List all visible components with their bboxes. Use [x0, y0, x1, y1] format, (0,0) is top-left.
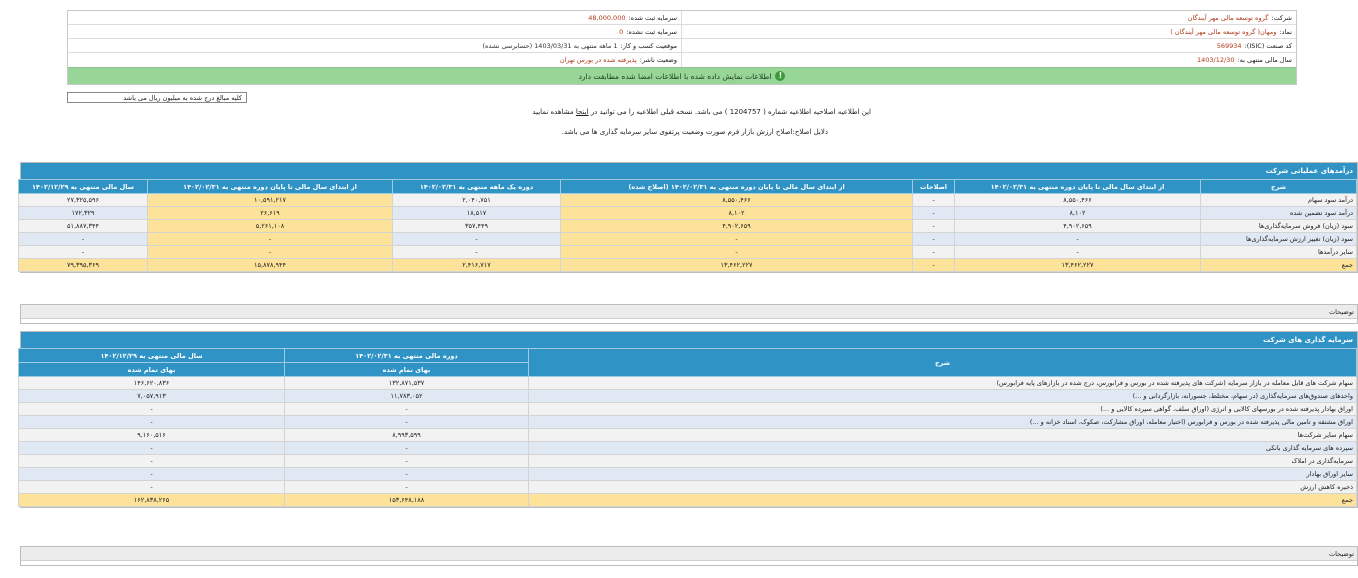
table-cell: سایر درآمدها [1201, 246, 1357, 259]
capital-reg-value: 48,000,000 [588, 13, 626, 22]
info-icon: ! [775, 71, 785, 81]
isic-value: 569934 [1216, 41, 1242, 50]
investments-title: سرمایه گذاری های شرکت [21, 332, 1357, 348]
table-row [19, 416, 1357, 429]
table-cell: ۵۱,۸۸۷,۳۴۴ [19, 220, 148, 233]
table-cell: ۱۷۲,۳۲۹ [19, 207, 148, 220]
table-cell: ذخیره کاهش ارزش [529, 481, 1357, 494]
company-info-box [67, 10, 1297, 85]
publisher-label: وضعیت ناشر: [639, 56, 677, 64]
table-cell: سهام شرکت های قابل معامله در بازار سرمایه (شرکت های پذیرفته شده در بورس و فرابورس، درج شده در بازارهای پایه فرابورس) [529, 377, 1357, 390]
operating-revenues-title: درآمدهای عملیاتی شرکت [21, 163, 1357, 179]
table-cell: - [19, 416, 285, 429]
previous-version-link[interactable]: اینجا [575, 108, 589, 116]
table-row [19, 442, 1357, 455]
table-cell: - [285, 468, 529, 481]
table-cell: - [913, 207, 955, 220]
table-cell: سود (زیان) تغییر ارزش سرمایه‌گذاری‌ها [1201, 233, 1357, 246]
inv-sub-cost-period: بهای تمام شده [285, 363, 529, 377]
table-row [19, 390, 1357, 403]
table-cell: سود (زیان) فروش سرمایه‌گذاری‌ها [1201, 220, 1357, 233]
table-cell: - [19, 246, 148, 259]
table-cell: ۸,۱۰۲ [561, 207, 913, 220]
table-cell: - [393, 233, 561, 246]
table-cell: سایر اوراق بهادار [529, 468, 1357, 481]
table-cell: - [285, 455, 529, 468]
table-row [19, 455, 1357, 468]
table-cell: ۱۶۲,۸۳۸,۲۶۵ [19, 494, 285, 507]
isic-label: کد صنعت (ISIC): [1244, 41, 1292, 50]
ops-col-header: از ابتدای سال مالی تا پایان دوره منتهی به ۱۴۰۲/۰۲/۳۱ [148, 180, 393, 194]
table-cell: - [148, 233, 393, 246]
table-cell: ۹,۱۶۰,۵۱۶ [19, 429, 285, 442]
table-cell: ۷,۰۵۷,۹۱۳ [19, 390, 285, 403]
table-cell: ۱۳,۴۶۲,۲۲۷ [561, 259, 913, 272]
table-cell: ۱۵۳,۶۴۸,۱۸۸ [285, 494, 529, 507]
ops-col-header: دوره یک ماهه منتهی به ۱۴۰۲/۰۲/۳۱ [393, 180, 561, 194]
table-cell: ۲,۰۴۰,۷۵۱ [393, 194, 561, 207]
investments-panel [20, 331, 1358, 508]
table-row [19, 246, 1357, 259]
table-cell: درآمد سود تضمین شده [1201, 207, 1357, 220]
company-value: گروه توسعه مالی مهر آیندگان [1187, 13, 1269, 22]
table-cell: سرمایه‌گذاری در املاک [529, 455, 1357, 468]
table-cell: ۲,۴۱۶,۷۱۷ [393, 259, 561, 272]
ops-col-header: از ابتدای سال مالی تا پایان دوره منتهی به ۱۴۰۲/۰۲/۳۱ [955, 180, 1201, 194]
table-cell: سپرده های سرمایه گذاری بانکی [529, 442, 1357, 455]
table-cell: - [19, 442, 285, 455]
table-row [19, 233, 1357, 246]
table-cell: ۸,۵۵۰,۴۶۶ [561, 194, 913, 207]
table-cell: - [955, 233, 1201, 246]
table-cell: ۳۵۷,۴۴۹ [393, 220, 561, 233]
company-label: شرکت: [1271, 13, 1292, 22]
table-cell: - [19, 455, 285, 468]
table-cell: - [913, 220, 955, 233]
table-cell: - [19, 481, 285, 494]
table-cell: - [913, 194, 955, 207]
ops-col-header: سال مالی منتهی به ۱۴۰۲/۱۲/۲۹ [19, 180, 148, 194]
operating-revenues-table [18, 179, 1357, 272]
capital-unreg-label: سرمایه ثبت نشده: [626, 27, 677, 36]
inv-sub-cost-year: بهای تمام شده [19, 363, 285, 377]
table-cell: ۴,۹۰۲,۶۵۹ [561, 220, 913, 233]
table-cell: جمع [1201, 259, 1357, 272]
table-cell: - [19, 468, 285, 481]
investments-table [18, 348, 1357, 507]
ops-col-header: اصلاحات [913, 180, 955, 194]
total-row [19, 259, 1357, 272]
capital-unreg-value: 0 [619, 27, 624, 36]
table-cell: - [285, 481, 529, 494]
ops-col-header: از ابتدای سال مالی تا پایان دوره منتهی به ۱۴۰۲/۰۲/۳۱ (اصلاح شده) [561, 180, 913, 194]
table-cell: ۱۸,۵۱۷ [393, 207, 561, 220]
notes-label-2: توضیحات [21, 547, 1357, 561]
table-cell: - [913, 233, 955, 246]
table-cell: - [955, 246, 1201, 259]
table-cell: ۴,۹۰۲,۶۵۹ [955, 220, 1201, 233]
table-cell: - [285, 442, 529, 455]
verification-notice [68, 67, 1296, 84]
table-cell: اوراق مشتقه و تامین مالی پذیرفته شده در بورس و فرابورس (اختیار معامله، اوراق مشارکت، صکوک، اسناد خزانه و ...) [529, 416, 1357, 429]
table-cell: - [285, 416, 529, 429]
capital-reg-label: سرمایه ثبت شده: [628, 13, 677, 22]
table-cell: ۱۰,۵۹۱,۲۱۷ [148, 194, 393, 207]
table-cell: - [148, 246, 393, 259]
ops-col-header: شرح [1201, 180, 1357, 194]
amendment-message: این اطلاعیه اصلاحیه اطلاعیه شماره ( 1204757 ) می باشد. نسخه قبلی اطلاعیه را می توانید در اینجا مشاهده نمایید [532, 108, 871, 116]
inv-col-desc: شرح [529, 349, 1357, 377]
operating-revenues-panel [20, 162, 1358, 273]
table-cell: ۵,۲۶۱,۱۰۸ [148, 220, 393, 233]
table-cell: جمع [529, 494, 1357, 507]
table-cell: واحدهای صندوق‌های سرمایه‌گذاری (در سهام، مختلط، جسورانه، بازارگردانی و ...) [529, 390, 1357, 403]
inv-col-year: سال مالی منتهی به ۱۴۰۲/۱۲/۲۹ [19, 349, 285, 363]
table-cell: - [19, 233, 148, 246]
table-cell: درآمد سود سهام [1201, 194, 1357, 207]
table-cell: - [913, 246, 955, 259]
table-row [19, 468, 1357, 481]
table-cell: ۷۹,۳۹۵,۳۶۹ [19, 259, 148, 272]
table-cell: ۱۳,۴۶۲,۲۲۷ [955, 259, 1201, 272]
table-cell: ۸,۱۰۲ [955, 207, 1201, 220]
table-cell: - [561, 246, 913, 259]
status-value: 1 ماهه منتهی به 1403/03/31 (حسابرسی نشده) [482, 41, 618, 50]
table-row [19, 377, 1357, 390]
table-row [19, 194, 1357, 207]
notes-label-1: توضیحات [21, 305, 1357, 319]
table-cell: ۱۵,۸۷۸,۹۴۴ [148, 259, 393, 272]
table-cell: اوراق بهادار پذیرفته شده در بورسهای کالایی و انرژی (اوراق سلف، گواهی سپرده کالایی و ...) [529, 403, 1357, 416]
table-cell: - [393, 246, 561, 259]
table-cell: سهام سایر شرکت‌ها [529, 429, 1357, 442]
total-row [19, 494, 1357, 507]
table-cell: ۱۴۶,۶۲۰,۸۳۶ [19, 377, 285, 390]
notes-panel-1 [20, 304, 1358, 324]
publisher-value: پذیرفته شده در بورس تهران [559, 56, 637, 64]
table-cell: - [913, 259, 955, 272]
notes-panel-2 [20, 546, 1358, 566]
table-row [19, 481, 1357, 494]
notice-text: اطلاعات نمایش داده شده با اطلاعات امضا شده مطابقت دارد [578, 71, 772, 81]
symbol-label: نماد: [1279, 27, 1292, 36]
table-cell: ۲۷,۳۲۵,۵۹۶ [19, 194, 148, 207]
table-cell: ۱۳۲,۸۷۱,۵۳۷ [285, 377, 529, 390]
amendment-reason: دلایل اصلاح:اصلاح ارزش بازار فرم صورت وضعیت پرتفوی سایر سرمایه گذاری ها می باشد. [561, 128, 828, 136]
table-row [19, 403, 1357, 416]
fiscal-value: 1403/12/30 [1197, 56, 1235, 64]
inv-col-period: دوره مالی منتهی به ۱۴۰۲/۰۲/۳۱ [285, 349, 529, 363]
status-label: موقعیت کسب و کار: [620, 41, 677, 50]
table-row [19, 429, 1357, 442]
table-row [19, 220, 1357, 233]
table-cell: - [285, 403, 529, 416]
unit-note: کلیه مبالغ درج شده به میلیون ریال می باشد [67, 92, 247, 103]
table-row [19, 207, 1357, 220]
table-cell: ۱۱,۷۸۳,۰۵۲ [285, 390, 529, 403]
table-cell: - [561, 233, 913, 246]
symbol-value[interactable]: ومهان( گروه توسعه مالی مهر آیندگان ) [1170, 27, 1277, 36]
table-cell: - [19, 403, 285, 416]
table-cell: ۸,۵۵۰,۴۶۶ [955, 194, 1201, 207]
table-cell: ۲۶,۶۱۹ [148, 207, 393, 220]
table-cell: ۸,۹۹۳,۵۹۹ [285, 429, 529, 442]
fiscal-label: سال مالی منتهی به: [1237, 56, 1292, 64]
